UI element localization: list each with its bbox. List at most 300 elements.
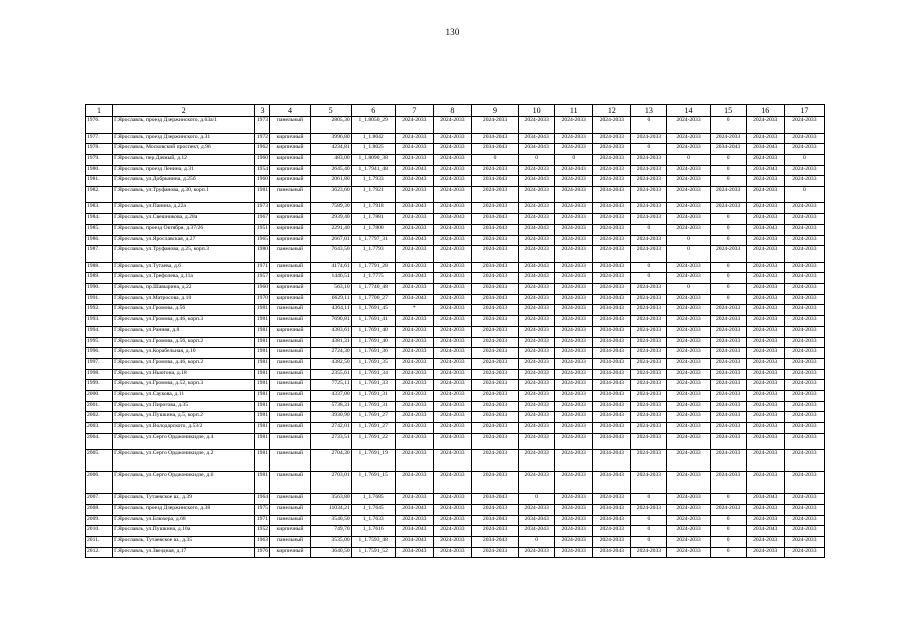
work-period-cell: 2034-2043 — [395, 536, 433, 547]
work-period-cell: 2024-2033 — [471, 273, 518, 284]
address-cell: Г.Ярославль, проезд Дзержинского, д.38 — [113, 504, 255, 515]
work-period-cell: 2024-2033 — [667, 316, 710, 327]
wall-material-cell: панельный — [270, 316, 310, 327]
work-period-cell: 2024-2033 — [471, 326, 518, 337]
work-period-cell: 2024-2033 — [471, 390, 518, 401]
work-period-cell: 2024-2033 — [667, 504, 710, 515]
work-period-cell: 2024-2033 — [710, 401, 746, 412]
work-period-cell: 2024-2033 — [710, 504, 746, 515]
work-period-cell: 2024-2033 — [784, 423, 824, 434]
work-period-cell: 2024-2033 — [433, 515, 471, 526]
work-period-cell: 2024-2033 — [471, 401, 518, 412]
work-period-cell: 2024-2033 — [433, 494, 471, 505]
work-period-cell: 0 — [519, 536, 555, 547]
address-cell: Г.Ярославль, Тутаевское ш., д.39 — [113, 494, 255, 505]
work-period-cell: 0 — [471, 154, 518, 165]
work-period-cell: 2024-2033 — [784, 358, 824, 369]
table-row — [86, 348, 825, 359]
house-code-cell: 1_1.7691_35 — [351, 358, 395, 369]
house-code-cell: 1_1.7691_40 — [351, 326, 395, 337]
wall-material-cell: панельный — [270, 401, 310, 412]
work-period-cell: 2024-2033 — [555, 547, 593, 558]
work-period-cell: 2034-2043 — [395, 294, 433, 305]
address-cell: Г.Ярославль, ул.Серго Орджоникидзе, д.2 — [113, 450, 255, 472]
work-period-cell: 2024-2033 — [555, 224, 593, 235]
table-row — [86, 504, 825, 515]
work-period-cell: 2024-2033 — [433, 246, 471, 263]
row-number-cell: 1999. — [86, 380, 113, 391]
work-period-cell: 2034-2043 — [593, 186, 631, 203]
address-cell: Г.Ярославль, ул.Ранняя, д.8 — [113, 326, 255, 337]
area-cell: 3623,60 — [310, 186, 351, 203]
work-period-cell: 2024-2033 — [746, 412, 784, 423]
work-period-cell: 2034-2043 — [593, 472, 631, 494]
work-period-cell: 2024-2033 — [667, 262, 710, 273]
address-cell: Г.Ярославль, ул.Труфанова, д.30, корп.1 — [113, 186, 255, 203]
work-period-cell: 0 — [631, 494, 667, 505]
work-period-cell: 2024-2033 — [593, 235, 631, 246]
wall-material-cell: кирпичный — [270, 214, 310, 225]
work-period-cell: 2024-2033 — [519, 358, 555, 369]
work-period-cell: 2024-2033 — [631, 316, 667, 327]
area-cell: 7690,81 — [310, 316, 351, 327]
wall-material-cell: панельный — [270, 423, 310, 434]
wall-material-cell: панельный — [270, 186, 310, 203]
work-period-cell: 2024-2033 — [471, 246, 518, 263]
table-row — [86, 235, 825, 246]
work-period-cell: 2024-2033 — [433, 412, 471, 423]
work-period-cell: 2024-2033 — [746, 214, 784, 225]
work-period-cell: 2024-2033 — [746, 423, 784, 434]
work-period-cell: 0 — [784, 154, 824, 165]
work-period-cell: 2024-2033 — [471, 337, 518, 348]
work-period-cell: 2024-2033 — [784, 337, 824, 348]
work-period-cell: 2024-2033 — [631, 504, 667, 515]
area-cell: 4337,00 — [310, 390, 351, 401]
area-cell: 2733,51 — [310, 433, 351, 450]
work-period-cell: 2024-2033 — [433, 203, 471, 214]
column-header: 1 — [86, 105, 113, 117]
row-number-cell: 1980. — [86, 165, 113, 176]
wall-material-cell: панельный — [270, 412, 310, 423]
build-year-cell: 1963 — [255, 536, 270, 547]
work-period-cell: 2024-2033 — [555, 472, 593, 494]
work-period-cell: 2024-2033 — [555, 133, 593, 144]
work-period-cell: 2024-2033 — [519, 117, 555, 134]
work-period-cell: 2024-2033 — [667, 176, 710, 187]
work-period-cell: 2024-2033 — [555, 262, 593, 273]
build-year-cell: 1972 — [255, 133, 270, 144]
work-period-cell: 0 — [710, 526, 746, 537]
work-period-cell: 0 — [710, 515, 746, 526]
work-period-cell: 2024-2033 — [710, 337, 746, 348]
work-period-cell: 2024-2033 — [667, 294, 710, 305]
work-period-cell: 2024-2033 — [667, 117, 710, 134]
column-header: 2 — [113, 105, 255, 117]
work-period-cell: 2024-2033 — [555, 235, 593, 246]
table-row — [86, 316, 825, 327]
work-period-cell: 2024-2033 — [784, 433, 824, 450]
work-period-cell: 2024-2033 — [471, 547, 518, 558]
work-period-cell: 2024-2033 — [667, 369, 710, 380]
work-period-cell: 2024-2033 — [471, 348, 518, 359]
work-period-cell: 2024-2033 — [710, 133, 746, 144]
wall-material-cell: кирпичный — [270, 203, 310, 214]
work-period-cell: 2024-2033 — [555, 450, 593, 472]
area-cell: 3930,90 — [310, 412, 351, 423]
work-period-cell: 2024-2033 — [471, 433, 518, 450]
area-cell: 4382,50 — [310, 358, 351, 369]
address-cell: Г.Ярославль, ул.Громова, д.56, корп.2 — [113, 337, 255, 348]
build-year-cell: 1981 — [255, 401, 270, 412]
work-period-cell: 2024-2033 — [631, 412, 667, 423]
row-number-cell: 2007. — [86, 494, 113, 505]
area-cell: 4364,11 — [310, 305, 351, 316]
table-row — [86, 203, 825, 214]
work-period-cell: 2024-2033 — [593, 154, 631, 165]
work-period-cell: 2024-2033 — [667, 536, 710, 547]
work-period-cell: 2034-2043 — [395, 235, 433, 246]
work-period-cell: 2024-2033 — [667, 547, 710, 558]
work-period-cell: 2024-2033 — [555, 186, 593, 203]
table-row — [86, 526, 825, 537]
wall-material-cell: кирпичный — [270, 165, 310, 176]
row-number-cell: 2005. — [86, 450, 113, 472]
work-period-cell: 2024-2033 — [746, 390, 784, 401]
wall-material-cell: панельный — [270, 515, 310, 526]
address-cell: Г.Ярославль, ул.Громова, д.56 — [113, 305, 255, 316]
work-period-cell: 2024-2033 — [433, 433, 471, 450]
work-period-cell: 2024-2033 — [784, 536, 824, 547]
row-number-cell: 2010. — [86, 526, 113, 537]
area-cell: 1446,51 — [310, 273, 351, 284]
work-period-cell: 0 — [710, 214, 746, 225]
work-period-cell: 2024-2033 — [395, 224, 433, 235]
table-row — [86, 515, 825, 526]
area-cell: 3640,50 — [310, 547, 351, 558]
column-header: 4 — [270, 105, 310, 117]
work-period-cell: 0 — [710, 154, 746, 165]
work-period-cell: 2024-2033 — [667, 526, 710, 537]
work-period-cell: 2024-2033 — [667, 214, 710, 225]
work-period-cell: 0 — [710, 235, 746, 246]
work-period-cell: 0 — [710, 273, 746, 284]
work-period-cell: 2034-2043 — [593, 504, 631, 515]
work-period-cell: 2024-2033 — [395, 472, 433, 494]
work-period-cell: 2024-2033 — [710, 186, 746, 203]
work-period-cell: 2024-2033 — [746, 203, 784, 214]
area-cell: 6629,11 — [310, 294, 351, 305]
work-period-cell: 2024-2033 — [555, 316, 593, 327]
work-period-cell: 2024-2033 — [395, 412, 433, 423]
house-code-cell: 1_1.7933 — [351, 176, 395, 187]
address-cell: Г.Ярославль, ул.Громова, д.52, корп.3 — [113, 380, 255, 391]
area-cell: 483,00 — [310, 154, 351, 165]
work-period-cell: 2024-2033 — [667, 515, 710, 526]
work-period-cell: 2024-2033 — [395, 186, 433, 203]
address-cell: Г.Ярославль, ул.Ярославская, д.27 — [113, 235, 255, 246]
build-year-cell: 1957 — [255, 273, 270, 284]
build-year-cell: 1981 — [255, 186, 270, 203]
address-cell: Г.Ярославль, ул.Блюхера, д.68 — [113, 515, 255, 526]
house-code-cell: 1_1.7691_34 — [351, 369, 395, 380]
table-row — [86, 433, 825, 450]
work-period-cell: 2024-2033 — [433, 536, 471, 547]
work-period-cell: 2024-2033 — [784, 165, 824, 176]
table-row — [86, 369, 825, 380]
build-year-cell: 1981 — [255, 369, 270, 380]
work-period-cell: 2024-2033 — [784, 133, 824, 144]
wall-material-cell: кирпичный — [270, 294, 310, 305]
work-period-cell: 2024-2033 — [555, 246, 593, 263]
work-period-cell: 0 — [710, 494, 746, 505]
work-period-cell: 2024-2033 — [471, 472, 518, 494]
work-period-cell: 0 — [631, 515, 667, 526]
work-period-cell: 2024-2033 — [471, 305, 518, 316]
work-period-cell: 2024-2033 — [631, 450, 667, 472]
wall-material-cell: кирпичный — [270, 273, 310, 284]
address-cell: Г.Ярославль, проезд Ленина, д.31 — [113, 165, 255, 176]
work-period-cell: 2024-2033 — [710, 423, 746, 434]
work-period-cell: 2034-2043 — [471, 262, 518, 273]
work-period-cell: 2024-2033 — [433, 117, 471, 134]
work-period-cell: 2024-2033 — [784, 369, 824, 380]
work-period-cell: 2024-2033 — [710, 326, 746, 337]
work-period-cell: 2034-2043 — [395, 547, 433, 558]
work-period-cell: 2024-2033 — [631, 547, 667, 558]
work-period-cell: 2024-2033 — [631, 203, 667, 214]
work-period-cell: 2034-2043 — [710, 144, 746, 155]
work-period-cell: 2024-2033 — [593, 273, 631, 284]
work-period-cell: 2024-2033 — [631, 433, 667, 450]
house-code-cell: 1_1.8025 — [351, 144, 395, 155]
area-cell: 4234,81 — [310, 144, 351, 155]
work-period-cell: 2024-2033 — [555, 176, 593, 187]
work-period-cell: 2024-2033 — [519, 246, 555, 263]
work-period-cell: 0 — [519, 154, 555, 165]
work-period-cell: 2024-2033 — [519, 305, 555, 316]
work-period-cell: 2024-2033 — [746, 294, 784, 305]
wall-material-cell: кирпичный — [270, 154, 310, 165]
work-period-cell: 0 — [710, 284, 746, 295]
work-period-cell: 2024-2033 — [555, 214, 593, 225]
area-cell: 563,10 — [310, 284, 351, 295]
build-year-cell: 1952 — [255, 526, 270, 537]
table-row — [86, 165, 825, 176]
address-cell: Г.Ярославль, ул.Володарского, д.53/2 — [113, 423, 255, 434]
work-period-cell: 2024-2033 — [667, 433, 710, 450]
wall-material-cell: кирпичный — [270, 547, 310, 558]
work-period-cell: 2034-2043 — [471, 536, 518, 547]
work-period-cell: 2024-2033 — [433, 262, 471, 273]
work-period-cell: 2024-2033 — [631, 214, 667, 225]
work-period-cell: 2034-2043 — [593, 423, 631, 434]
address-cell: Г.Ярославль, ул.Свешникова, д.28а — [113, 214, 255, 225]
area-cell: 2939,40 — [310, 214, 351, 225]
wall-material-cell: кирпичный — [270, 144, 310, 155]
build-year-cell: 1981 — [255, 380, 270, 391]
table-row — [86, 305, 825, 316]
work-period-cell: 2034-2043 — [519, 262, 555, 273]
work-period-cell: 2024-2033 — [471, 380, 518, 391]
work-period-cell: 2024-2033 — [631, 133, 667, 144]
work-period-cell: 2024-2033 — [519, 401, 555, 412]
address-cell: Г.Ярославль, ул.Звездная, д.17 — [113, 547, 255, 558]
work-period-cell: 2024-2033 — [519, 214, 555, 225]
work-period-cell: 2024-2033 — [555, 144, 593, 155]
work-period-cell: 2024-2033 — [519, 450, 555, 472]
work-period-cell: 2024-2033 — [746, 504, 784, 515]
work-period-cell: 2024-2033 — [471, 203, 518, 214]
work-period-cell: 2024-2033 — [710, 316, 746, 327]
work-period-cell: 2024-2033 — [631, 348, 667, 359]
work-period-cell: 2024-2033 — [746, 450, 784, 472]
wall-material-cell: панельный — [270, 433, 310, 450]
work-period-cell: 2024-2033 — [746, 133, 784, 144]
work-period-cell: 2024-2033 — [519, 390, 555, 401]
work-period-cell: 2024-2033 — [433, 273, 471, 284]
address-cell: Г.Ярославль, ул.Трефолева, д.11а — [113, 273, 255, 284]
work-period-cell: 2034-2043 — [519, 526, 555, 537]
area-cell: 3563,80 — [310, 494, 351, 505]
address-cell: Г.Ярославль, ул.Саукова, д.11 — [113, 390, 255, 401]
wall-material-cell: панельный — [270, 348, 310, 359]
work-period-cell: 2024-2033 — [519, 294, 555, 305]
build-year-cell: 1954 — [255, 165, 270, 176]
build-year-cell: 1981 — [255, 423, 270, 434]
work-period-cell: 0 — [631, 536, 667, 547]
work-period-cell: 2034-2043 — [519, 515, 555, 526]
work-period-cell: 2024-2033 — [395, 133, 433, 144]
table-row — [86, 326, 825, 337]
work-period-cell: 2024-2033 — [555, 203, 593, 214]
work-period-cell: 2024-2033 — [710, 412, 746, 423]
work-period-cell: 2024-2033 — [395, 401, 433, 412]
table-row — [86, 117, 825, 134]
work-period-cell: 2024-2033 — [471, 526, 518, 537]
row-number-cell: 2001. — [86, 401, 113, 412]
work-period-cell: 2024-2033 — [667, 203, 710, 214]
work-period-cell: 2034-2043 — [395, 176, 433, 187]
house-code-cell: 1_1.7691_19 — [351, 450, 395, 472]
work-period-cell: 2034-2043 — [471, 133, 518, 144]
work-period-cell: 2024-2033 — [784, 294, 824, 305]
area-cell: 2667,01 — [310, 235, 351, 246]
work-period-cell: 2024-2033 — [746, 433, 784, 450]
column-header: 10 — [519, 105, 555, 117]
area-cell: 749,70 — [310, 526, 351, 537]
work-period-cell: 2024-2033 — [784, 224, 824, 235]
area-cell: 2704,30 — [310, 450, 351, 472]
work-period-cell: 2024-2033 — [593, 536, 631, 547]
header-row — [86, 105, 825, 117]
work-period-cell: 2024-2033 — [784, 176, 824, 187]
work-period-cell: 2034-2043 — [746, 144, 784, 155]
build-year-cell: 1971 — [255, 262, 270, 273]
work-period-cell: 0 — [710, 224, 746, 235]
work-period-cell: 2024-2033 — [784, 214, 824, 225]
work-period-cell: 2024-2033 — [433, 547, 471, 558]
column-header: 8 — [433, 105, 471, 117]
wall-material-cell: панельный — [270, 390, 310, 401]
work-period-cell: 2024-2033 — [471, 358, 518, 369]
work-period-cell: 2024-2033 — [784, 284, 824, 295]
work-period-cell: 2034-2043 — [471, 515, 518, 526]
work-period-cell: 2024-2033 — [555, 423, 593, 434]
work-period-cell: 2024-2033 — [433, 154, 471, 165]
house-code-cell: 1_1.7797_31 — [351, 235, 395, 246]
row-number-cell: 2000. — [86, 390, 113, 401]
work-period-cell: 2024-2033 — [433, 337, 471, 348]
work-period-cell: 2024-2033 — [631, 305, 667, 316]
house-code-cell: 1_1.8090_38 — [351, 154, 395, 165]
work-period-cell: 2024-2033 — [433, 390, 471, 401]
work-period-cell: 2024-2033 — [555, 433, 593, 450]
build-year-cell: 1981 — [255, 316, 270, 327]
table-row — [86, 358, 825, 369]
row-number-cell: 2003. — [86, 423, 113, 434]
address-cell: Г.Ярославль, ул.Серго Орджоникидзе, д.6 — [113, 472, 255, 494]
work-period-cell: 2024-2033 — [555, 515, 593, 526]
work-period-cell: 2024-2033 — [555, 401, 593, 412]
table-row — [86, 246, 825, 263]
row-number-cell: 2011. — [86, 536, 113, 547]
work-period-cell: 2024-2033 — [555, 305, 593, 316]
work-period-cell: 2024-2033 — [395, 316, 433, 327]
work-period-cell: 0 — [631, 224, 667, 235]
work-period-cell: 2024-2033 — [395, 390, 433, 401]
work-period-cell: 2024-2033 — [519, 412, 555, 423]
work-period-cell: 2034-2043 — [593, 515, 631, 526]
build-year-cell: 1981 — [255, 412, 270, 423]
wall-material-cell: панельный — [270, 305, 310, 316]
build-year-cell: 1960 — [255, 154, 270, 165]
work-period-cell: 2024-2033 — [710, 380, 746, 391]
house-code-cell: 1_1.7691_40 — [351, 337, 395, 348]
work-period-cell: 2034-2043 — [519, 176, 555, 187]
table-row — [86, 380, 825, 391]
table-row — [86, 450, 825, 472]
work-period-cell: 2024-2033 — [471, 284, 518, 295]
row-number-cell: 1984. — [86, 214, 113, 225]
work-period-cell: 2024-2033 — [746, 262, 784, 273]
house-code-cell: 1_1.7691_31 — [351, 390, 395, 401]
work-period-cell: 2024-2033 — [631, 186, 667, 203]
table-body — [86, 117, 825, 558]
area-cell: 2805,30 — [310, 117, 351, 134]
work-period-cell: 2024-2033 — [555, 348, 593, 359]
work-period-cell: 0 — [710, 176, 746, 187]
work-period-cell: 2024-2033 — [667, 337, 710, 348]
wall-material-cell: панельный — [270, 472, 310, 494]
wall-material-cell: панельный — [270, 380, 310, 391]
work-period-cell: 2034-2043 — [395, 165, 433, 176]
wall-material-cell: кирпичный — [270, 235, 310, 246]
work-period-cell: 2024-2033 — [667, 390, 710, 401]
column-header: 11 — [555, 105, 593, 117]
build-year-cell: 1965 — [255, 235, 270, 246]
work-period-cell: 2024-2033 — [433, 450, 471, 472]
work-period-cell: 2024-2033 — [555, 337, 593, 348]
work-period-cell: 2024-2033 — [555, 412, 593, 423]
column-header: 16 — [746, 105, 784, 117]
work-period-cell: 2024-2033 — [667, 133, 710, 144]
work-period-cell: 2024-2033 — [784, 305, 824, 316]
work-period-cell: 2034-2043 — [519, 273, 555, 284]
work-period-cell: 2024-2033 — [667, 358, 710, 369]
work-period-cell: 2024-2033 — [395, 326, 433, 337]
work-period-cell: 2024-2033 — [667, 326, 710, 337]
